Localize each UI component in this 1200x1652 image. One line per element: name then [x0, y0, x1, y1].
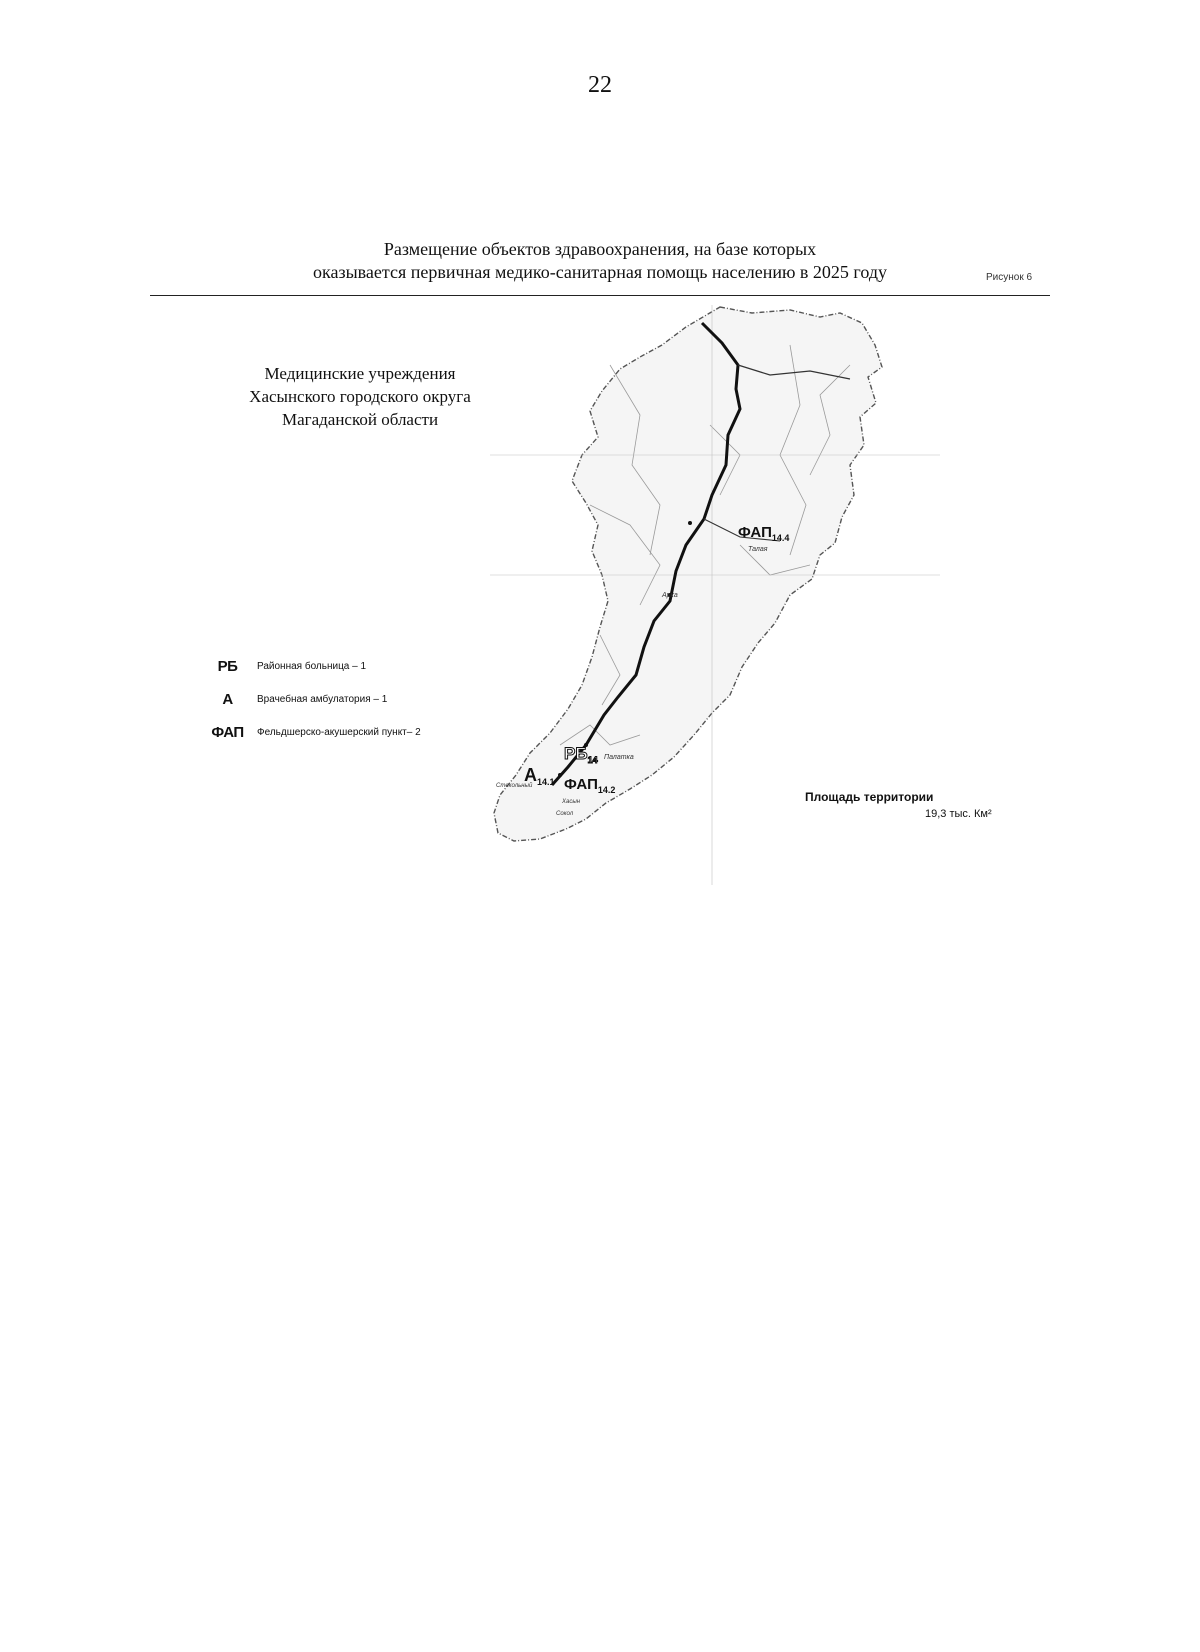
legend-symbol-rb: РБ	[217, 658, 238, 675]
district-map	[490, 305, 940, 885]
figure-label: Рисунок 6	[986, 272, 1033, 283]
map-caption-line-3: Магаданской области	[281, 410, 439, 429]
settlement-dot	[558, 773, 562, 777]
marker-fap-north-sub: 14.4	[771, 533, 790, 543]
legend-text-rb: Районная больница – 1	[257, 661, 367, 672]
marker-fap-north-symbol: ФАП	[738, 524, 772, 541]
place-label-palatka: Палатка	[604, 754, 634, 761]
map-caption-line-1: Медицинские учреждения	[264, 364, 456, 383]
place-label-talaya: Талая	[748, 546, 768, 553]
place-label-stekolny: Стекольный	[496, 783, 533, 789]
legend-item-a	[200, 683, 421, 716]
legend-text-a: Врачебная амбулатория – 1	[257, 694, 388, 705]
marker-fap-south-sub: 14.2	[597, 785, 616, 795]
page-number: 22	[588, 72, 612, 98]
marker-rb-symbol: РБ	[564, 744, 588, 763]
title-line-2: оказывается первичная медико-санитарная помощь населению в 2025 году	[313, 262, 887, 282]
map-legend	[200, 650, 421, 749]
title-line-1: Размещение объектов здравоохранения, на базе которых	[383, 239, 817, 259]
legend-symbol-fap: ФАП	[211, 724, 244, 741]
place-label-arka: Арка	[662, 592, 678, 599]
legend-item-rb	[200, 650, 421, 683]
place-label-hasyn: Хасын	[562, 799, 581, 805]
settlement-dot	[688, 521, 692, 525]
area-label: Площадь территории	[805, 790, 934, 804]
marker-a-symbol: А	[524, 765, 537, 785]
legend-text-fap: Фельдшерско-акушерский пункт– 2	[257, 727, 421, 738]
document-title	[150, 238, 1050, 284]
legend-item-fap	[200, 716, 421, 749]
title-divider	[150, 295, 1050, 296]
marker-fap-south-symbol: ФАП	[564, 776, 598, 793]
marker-rb-sub: 14	[587, 755, 598, 765]
place-label-sokol: Сокол	[556, 811, 574, 817]
district-boundary	[494, 307, 882, 841]
map-caption-line-2: Хасынского городского округа	[249, 387, 471, 406]
area-value: 19,3 тыс. Км²	[925, 808, 992, 820]
legend-symbol-a: А	[222, 691, 233, 708]
map-caption	[210, 362, 510, 431]
district-map-svg	[490, 305, 940, 885]
marker-a-sub: 14.1	[537, 777, 555, 787]
